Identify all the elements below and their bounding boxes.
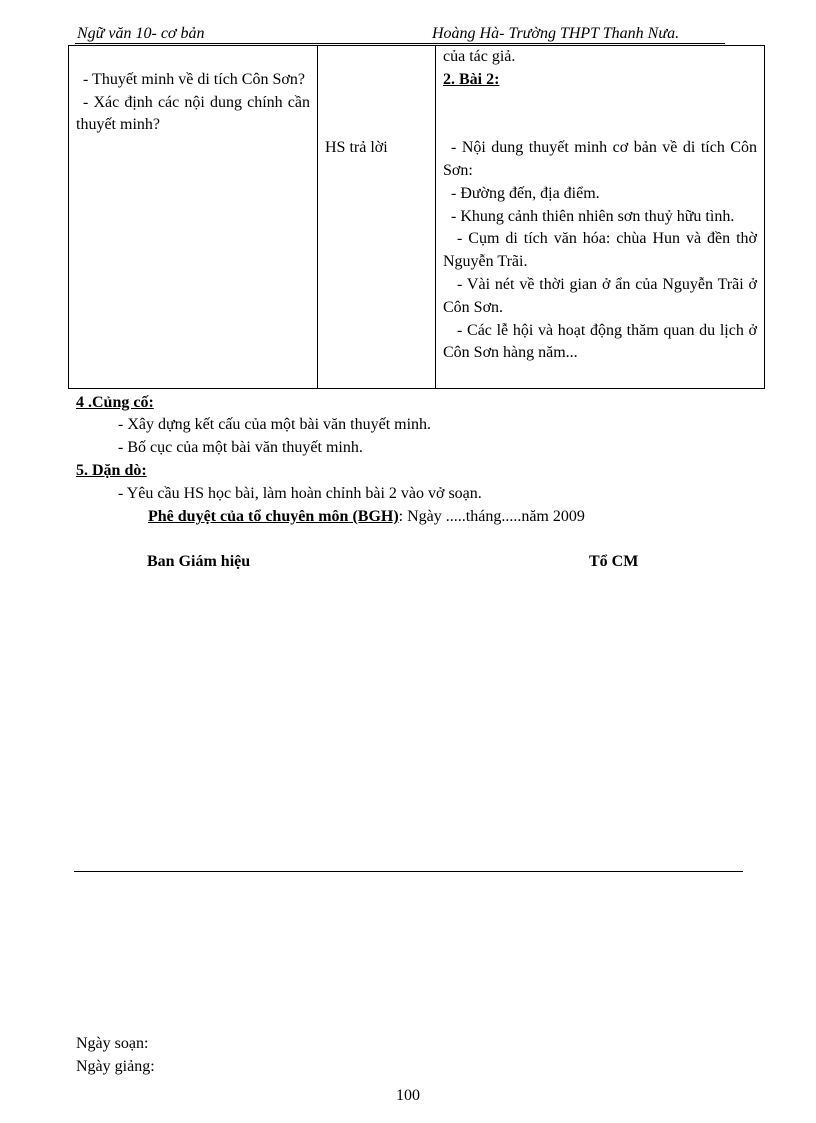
section-5-title: 5. Dặn dò: bbox=[76, 462, 147, 479]
bottom-rule bbox=[74, 871, 743, 872]
content-point-3: - Khung cảnh thiên nhiên sơn thuỷ hữu tình. bbox=[451, 207, 735, 225]
content-point-2: - Đường đến, địa điểm. bbox=[451, 184, 600, 202]
question-monument: - Thuyết minh về di tích Côn Sơn? bbox=[83, 70, 305, 88]
approval-date: : Ngày .....tháng.....năm 2009 bbox=[398, 508, 585, 525]
signature-principal: Ban Giám hiệu bbox=[147, 553, 251, 570]
lesson-table bbox=[68, 45, 765, 389]
approval-line bbox=[148, 506, 585, 528]
section-5-item-1: - Yêu cầu HS học bài, làm hoàn chỉnh bài 2 vào vở soạn. bbox=[118, 485, 482, 502]
header-rule bbox=[75, 43, 725, 44]
teach-date-label: Ngày giảng: bbox=[76, 1058, 155, 1075]
teacher-activity-cell bbox=[69, 46, 318, 389]
question-content: - Xác định các nội dung chính cần thuyết minh? bbox=[76, 93, 310, 134]
content-cell bbox=[436, 46, 765, 389]
content-point-6: - Các lễ hội và hoạt động thăm quan du lịch ở Côn Sơn hàng năm... bbox=[443, 321, 757, 362]
page-number: 100 bbox=[396, 1087, 420, 1104]
section-4-title: 4 .Củng cố: bbox=[76, 394, 154, 411]
section-4-item-2: - Bố cục của một bài văn thuyết minh. bbox=[118, 439, 363, 456]
section-4-item-1: - Xây dựng kết cấu của một bài văn thuyết minh. bbox=[118, 416, 432, 433]
table-row bbox=[69, 46, 765, 389]
header-author-school: Hoàng Hà- Trường THPT Thanh Nưa. bbox=[432, 25, 680, 42]
student-answer: HS trả lời bbox=[325, 139, 388, 157]
student-activity-cell bbox=[318, 46, 436, 389]
content-point-5: - Vài nét về thời gian ở ẩn của Nguyễn Trãi ở Côn Sơn. bbox=[443, 275, 757, 316]
signature-department: Tổ CM bbox=[589, 553, 639, 570]
exercise-2-heading: 2. Bài 2: bbox=[443, 70, 500, 88]
content-point-4: - Cụm di tích văn hóa: chùa Hun và đền thờ Nguyễn Trãi. bbox=[443, 230, 757, 271]
content-line-author: của tác giả. bbox=[443, 48, 516, 65]
header-subject: Ngữ văn 10- cơ bản bbox=[77, 25, 205, 42]
prep-date-label: Ngày soạn: bbox=[76, 1035, 149, 1052]
approval-label: Phê duyệt của tổ chuyên môn (BGH) bbox=[148, 508, 399, 525]
content-point-1: - Nội dung thuyết minh cơ bản về di tích Côn Sơn: bbox=[443, 139, 757, 179]
